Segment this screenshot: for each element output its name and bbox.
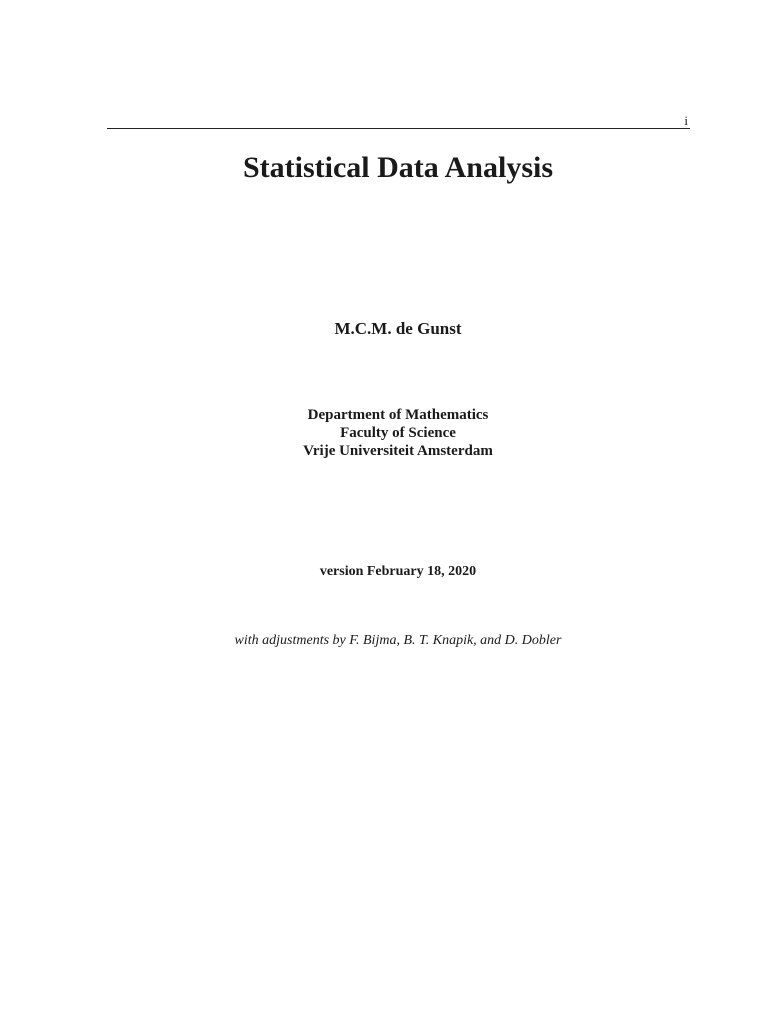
author-name: M.C.M. de Gunst — [334, 319, 462, 338]
header-rule — [107, 128, 690, 129]
adjustments-credit: with adjustments by F. Bijma, B. T. Knapik, and D. Dobler — [234, 633, 562, 648]
version-date: version February 18, 2020 — [319, 564, 477, 579]
page-number: i — [684, 113, 688, 128]
document-title: Statistical Data Analysis — [242, 151, 554, 184]
affiliation-department: Department of Mathematics — [307, 407, 489, 423]
affiliation-block — [0, 406, 768, 460]
affiliation-faculty: Faculty of Science — [340, 425, 456, 441]
affiliation-university: Vrije Universiteit Amsterdam — [303, 443, 493, 459]
